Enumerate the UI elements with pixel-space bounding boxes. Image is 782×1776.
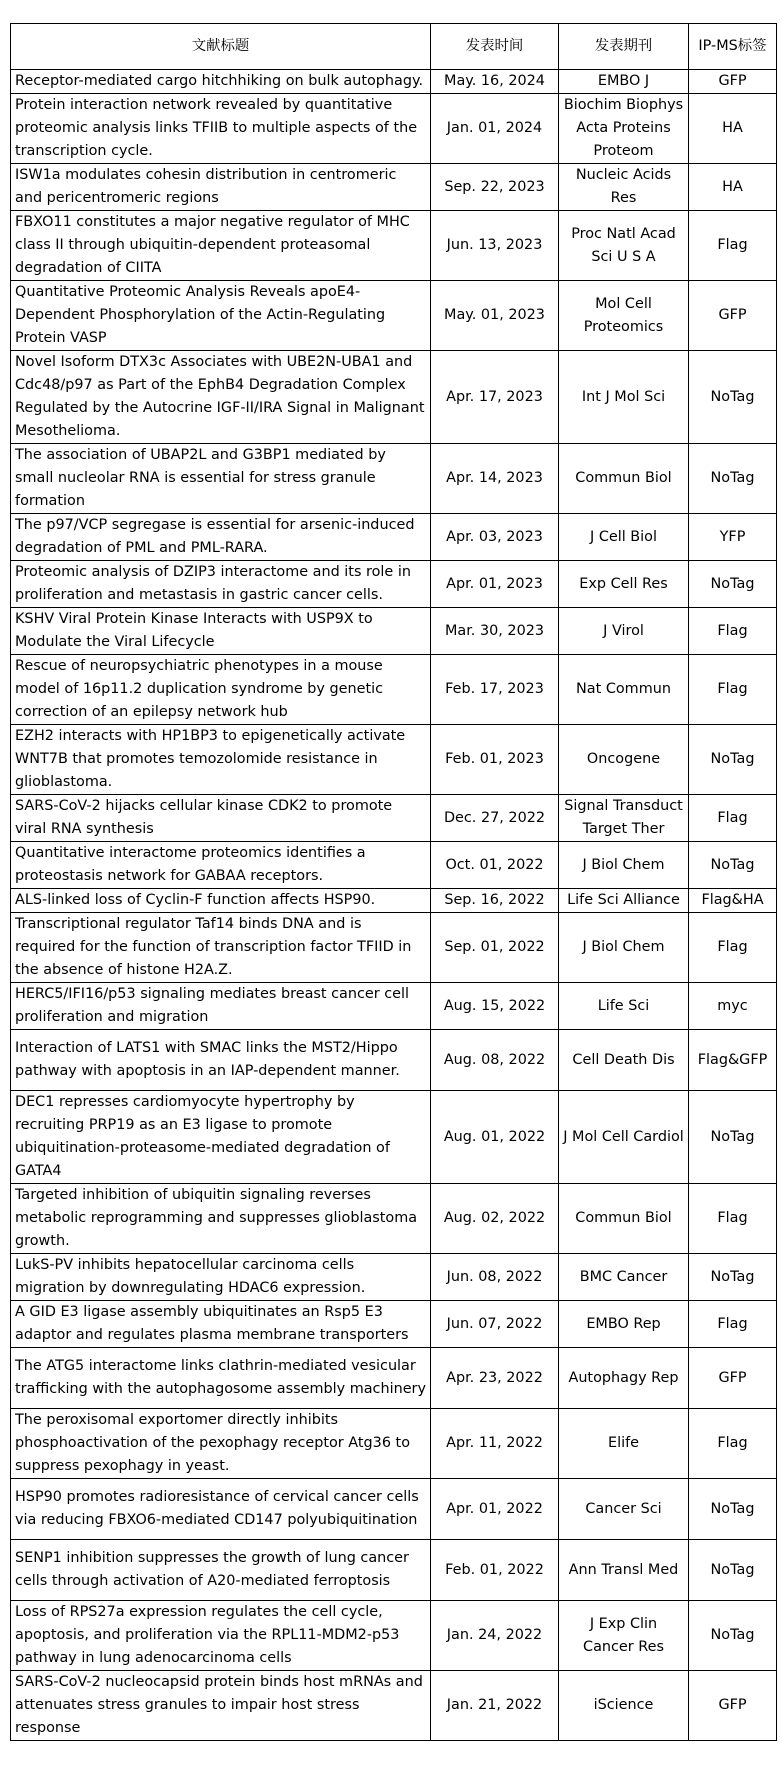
cell-date: Oct. 01, 2022 bbox=[431, 842, 559, 889]
cell-title: HSP90 promotes radioresistance of cervical cancer cells via reducing FBXO6-mediated CD147 polyubiquitination bbox=[11, 1479, 431, 1540]
cell-journal: Exp Cell Res bbox=[559, 561, 689, 608]
cell-journal: J Virol bbox=[559, 608, 689, 655]
cell-title: Interaction of LATS1 with SMAC links the MST2/Hippo pathway with apoptosis in an IAP-dependent manner. bbox=[11, 1030, 431, 1091]
cell-journal: Ann Transl Med bbox=[559, 1540, 689, 1601]
cell-journal: Oncogene bbox=[559, 725, 689, 795]
cell-journal: J Mol Cell Cardiol bbox=[559, 1091, 689, 1184]
cell-date: Apr. 11, 2022 bbox=[431, 1409, 559, 1479]
cell-tag: NoTag bbox=[689, 444, 777, 514]
cell-journal: iScience bbox=[559, 1671, 689, 1741]
cell-title: EZH2 interacts with HP1BP3 to epigenetically activate WNT7B that promotes temozolomide resistance in glioblastoma. bbox=[11, 725, 431, 795]
cell-title: LukS-PV inhibits hepatocellular carcinoma cells migration by downregulating HDAC6 expression. bbox=[11, 1254, 431, 1301]
cell-journal: EMBO Rep bbox=[559, 1301, 689, 1348]
cell-title: Protein interaction network revealed by quantitative proteomic analysis links TFIIB to multiple aspects of the transcription cycle. bbox=[11, 94, 431, 164]
cell-tag: Flag&HA bbox=[689, 889, 777, 913]
cell-date: Jan. 21, 2022 bbox=[431, 1671, 559, 1741]
table-row bbox=[11, 725, 777, 795]
cell-journal: Life Sci Alliance bbox=[559, 889, 689, 913]
cell-date: Jun. 08, 2022 bbox=[431, 1254, 559, 1301]
cell-journal: Signal Transduct Target Ther bbox=[559, 795, 689, 842]
table-row bbox=[11, 561, 777, 608]
cell-date: Feb. 01, 2022 bbox=[431, 1540, 559, 1601]
table-row bbox=[11, 1409, 777, 1479]
cell-title: Proteomic analysis of DZIP3 interactome and its role in proliferation and metastasis in gastric cancer cells. bbox=[11, 561, 431, 608]
cell-tag: NoTag bbox=[689, 725, 777, 795]
cell-journal: BMC Cancer bbox=[559, 1254, 689, 1301]
table-row bbox=[11, 514, 777, 561]
table-row bbox=[11, 889, 777, 913]
cell-title: Novel Isoform DTX3c Associates with UBE2N-UBA1 and Cdc48/p97 as Part of the EphB4 Degradation Complex Regulated by the Autocrine IGF-II/IRA Signal in Malignant Mesothelioma. bbox=[11, 351, 431, 444]
table-row bbox=[11, 842, 777, 889]
cell-title: SARS-CoV-2 hijacks cellular kinase CDK2 to promote viral RNA synthesis bbox=[11, 795, 431, 842]
cell-tag: NoTag bbox=[689, 1254, 777, 1301]
cell-tag: Flag bbox=[689, 1184, 777, 1254]
cell-tag: Flag&GFP bbox=[689, 1030, 777, 1091]
table-row bbox=[11, 1540, 777, 1601]
table-row bbox=[11, 281, 777, 351]
header-title: 文献标题 bbox=[11, 24, 431, 70]
table-row bbox=[11, 444, 777, 514]
cell-title: Quantitative Proteomic Analysis Reveals apoE4-Dependent Phosphorylation of the Actin-Regulating Protein VASP bbox=[11, 281, 431, 351]
cell-title: The peroxisomal exportomer directly inhibits phosphoactivation of the pexophagy receptor Atg36 to suppress pexophagy in yeast. bbox=[11, 1409, 431, 1479]
cell-journal: J Cell Biol bbox=[559, 514, 689, 561]
cell-journal: Life Sci bbox=[559, 983, 689, 1030]
cell-date: May. 01, 2023 bbox=[431, 281, 559, 351]
table-row bbox=[11, 1348, 777, 1409]
cell-journal: J Biol Chem bbox=[559, 913, 689, 983]
cell-date: Apr. 23, 2022 bbox=[431, 1348, 559, 1409]
cell-tag: NoTag bbox=[689, 1479, 777, 1540]
publication-table bbox=[10, 23, 777, 1741]
cell-journal: Mol Cell Proteomics bbox=[559, 281, 689, 351]
cell-title: The p97/VCP segregase is essential for arsenic-induced degradation of PML and PML-RARA. bbox=[11, 514, 431, 561]
cell-tag: NoTag bbox=[689, 842, 777, 889]
cell-tag: myc bbox=[689, 983, 777, 1030]
cell-title: Receptor-mediated cargo hitchhiking on bulk autophagy. bbox=[11, 70, 431, 94]
table-row bbox=[11, 1254, 777, 1301]
cell-date: Apr. 14, 2023 bbox=[431, 444, 559, 514]
cell-tag: HA bbox=[689, 164, 777, 211]
cell-title: Targeted inhibition of ubiquitin signaling reverses metabolic reprogramming and suppresses glioblastoma growth. bbox=[11, 1184, 431, 1254]
header-date: 发表时间 bbox=[431, 24, 559, 70]
cell-journal: Elife bbox=[559, 1409, 689, 1479]
cell-tag: NoTag bbox=[689, 351, 777, 444]
table-row bbox=[11, 1030, 777, 1091]
cell-date: Feb. 17, 2023 bbox=[431, 655, 559, 725]
cell-journal: Commun Biol bbox=[559, 1184, 689, 1254]
cell-title: ALS-linked loss of Cyclin-F function affects HSP90. bbox=[11, 889, 431, 913]
cell-tag: YFP bbox=[689, 514, 777, 561]
cell-journal: Nucleic Acids Res bbox=[559, 164, 689, 211]
cell-title: Loss of RPS27a expression regulates the cell cycle, apoptosis, and proliferation via the RPL11-MDM2-p53 pathway in lung adenocarcinoma cells bbox=[11, 1601, 431, 1671]
table-row bbox=[11, 1301, 777, 1348]
cell-journal: EMBO J bbox=[559, 70, 689, 94]
cell-tag: Flag bbox=[689, 1409, 777, 1479]
cell-tag: GFP bbox=[689, 1348, 777, 1409]
cell-title: SENP1 inhibition suppresses the growth of lung cancer cells through activation of A20-mediated ferroptosis bbox=[11, 1540, 431, 1601]
cell-date: Apr. 17, 2023 bbox=[431, 351, 559, 444]
cell-journal: J Exp Clin Cancer Res bbox=[559, 1601, 689, 1671]
cell-date: Apr. 01, 2023 bbox=[431, 561, 559, 608]
cell-title: DEC1 represses cardiomyocyte hypertrophy by recruiting PRP19 as an E3 ligase to promote ubiquitination-proteasome-mediated degradation of GATA4 bbox=[11, 1091, 431, 1184]
table-row bbox=[11, 70, 777, 94]
cell-title: The association of UBAP2L and G3BP1 mediated by small nucleolar RNA is essential for stress granule formation bbox=[11, 444, 431, 514]
cell-date: Feb. 01, 2023 bbox=[431, 725, 559, 795]
cell-date: Jun. 13, 2023 bbox=[431, 211, 559, 281]
cell-date: Jun. 07, 2022 bbox=[431, 1301, 559, 1348]
table-row bbox=[11, 94, 777, 164]
cell-tag: Flag bbox=[689, 655, 777, 725]
cell-date: Dec. 27, 2022 bbox=[431, 795, 559, 842]
table-row bbox=[11, 608, 777, 655]
cell-date: Aug. 15, 2022 bbox=[431, 983, 559, 1030]
cell-date: Apr. 03, 2023 bbox=[431, 514, 559, 561]
cell-tag: HA bbox=[689, 94, 777, 164]
header-tag: IP-MS标签 bbox=[689, 24, 777, 70]
cell-date: Sep. 01, 2022 bbox=[431, 913, 559, 983]
cell-tag: Flag bbox=[689, 795, 777, 842]
table-row bbox=[11, 655, 777, 725]
cell-journal: Cancer Sci bbox=[559, 1479, 689, 1540]
cell-tag: GFP bbox=[689, 1671, 777, 1741]
cell-journal: Cell Death Dis bbox=[559, 1030, 689, 1091]
cell-journal: Proc Natl Acad Sci U S A bbox=[559, 211, 689, 281]
table-row bbox=[11, 1479, 777, 1540]
table-row bbox=[11, 164, 777, 211]
cell-date: Sep. 16, 2022 bbox=[431, 889, 559, 913]
cell-journal: Int J Mol Sci bbox=[559, 351, 689, 444]
cell-title: HERC5/IFI16/p53 signaling mediates breast cancer cell proliferation and migration bbox=[11, 983, 431, 1030]
cell-title: The ATG5 interactome links clathrin-mediated vesicular trafficking with the autophagosome assembly machinery bbox=[11, 1348, 431, 1409]
table-row bbox=[11, 351, 777, 444]
cell-journal: J Biol Chem bbox=[559, 842, 689, 889]
table-row bbox=[11, 1091, 777, 1184]
cell-title: Rescue of neuropsychiatric phenotypes in a mouse model of 16p11.2 duplication syndrome by genetic correction of an epilepsy network hub bbox=[11, 655, 431, 725]
header-journal: 发表期刊 bbox=[559, 24, 689, 70]
table-header-row bbox=[11, 24, 777, 70]
cell-date: Sep. 22, 2023 bbox=[431, 164, 559, 211]
cell-date: Apr. 01, 2022 bbox=[431, 1479, 559, 1540]
table-row bbox=[11, 211, 777, 281]
cell-tag: NoTag bbox=[689, 1091, 777, 1184]
cell-title: ISW1a modulates cohesin distribution in centromeric and pericentromeric regions bbox=[11, 164, 431, 211]
cell-tag: Flag bbox=[689, 608, 777, 655]
cell-date: Aug. 02, 2022 bbox=[431, 1184, 559, 1254]
cell-title: Transcriptional regulator Taf14 binds DNA and is required for the function of transcription factor TFIID in the absence of histone H2A.Z. bbox=[11, 913, 431, 983]
cell-journal: Biochim Biophys Acta Proteins Proteom bbox=[559, 94, 689, 164]
cell-journal: Autophagy Rep bbox=[559, 1348, 689, 1409]
cell-date: Aug. 01, 2022 bbox=[431, 1091, 559, 1184]
cell-date: Aug. 08, 2022 bbox=[431, 1030, 559, 1091]
table-row bbox=[11, 913, 777, 983]
table-row bbox=[11, 1671, 777, 1741]
cell-title: KSHV Viral Protein Kinase Interacts with USP9X to Modulate the Viral Lifecycle bbox=[11, 608, 431, 655]
cell-journal: Nat Commun bbox=[559, 655, 689, 725]
cell-date: May. 16, 2024 bbox=[431, 70, 559, 94]
cell-tag: NoTag bbox=[689, 1601, 777, 1671]
cell-title: A GID E3 ligase assembly ubiquitinates an Rsp5 E3 adaptor and regulates plasma membrane transporters bbox=[11, 1301, 431, 1348]
cell-date: Jan. 24, 2022 bbox=[431, 1601, 559, 1671]
cell-tag: Flag bbox=[689, 211, 777, 281]
cell-date: Jan. 01, 2024 bbox=[431, 94, 559, 164]
table-row bbox=[11, 983, 777, 1030]
cell-tag: NoTag bbox=[689, 561, 777, 608]
cell-date: Mar. 30, 2023 bbox=[431, 608, 559, 655]
cell-title: FBXO11 constitutes a major negative regulator of MHC class II through ubiquitin-dependent proteasomal degradation of CIITA bbox=[11, 211, 431, 281]
cell-journal: Commun Biol bbox=[559, 444, 689, 514]
cell-tag: Flag bbox=[689, 1301, 777, 1348]
cell-tag: NoTag bbox=[689, 1540, 777, 1601]
table-row bbox=[11, 1184, 777, 1254]
cell-tag: Flag bbox=[689, 913, 777, 983]
table-row bbox=[11, 1601, 777, 1671]
cell-tag: GFP bbox=[689, 281, 777, 351]
cell-title: Quantitative interactome proteomics identifies a proteostasis network for GABAA receptors. bbox=[11, 842, 431, 889]
cell-tag: GFP bbox=[689, 70, 777, 94]
cell-title: SARS-CoV-2 nucleocapsid protein binds host mRNAs and attenuates stress granules to impair host stress response bbox=[11, 1671, 431, 1741]
table-row bbox=[11, 795, 777, 842]
